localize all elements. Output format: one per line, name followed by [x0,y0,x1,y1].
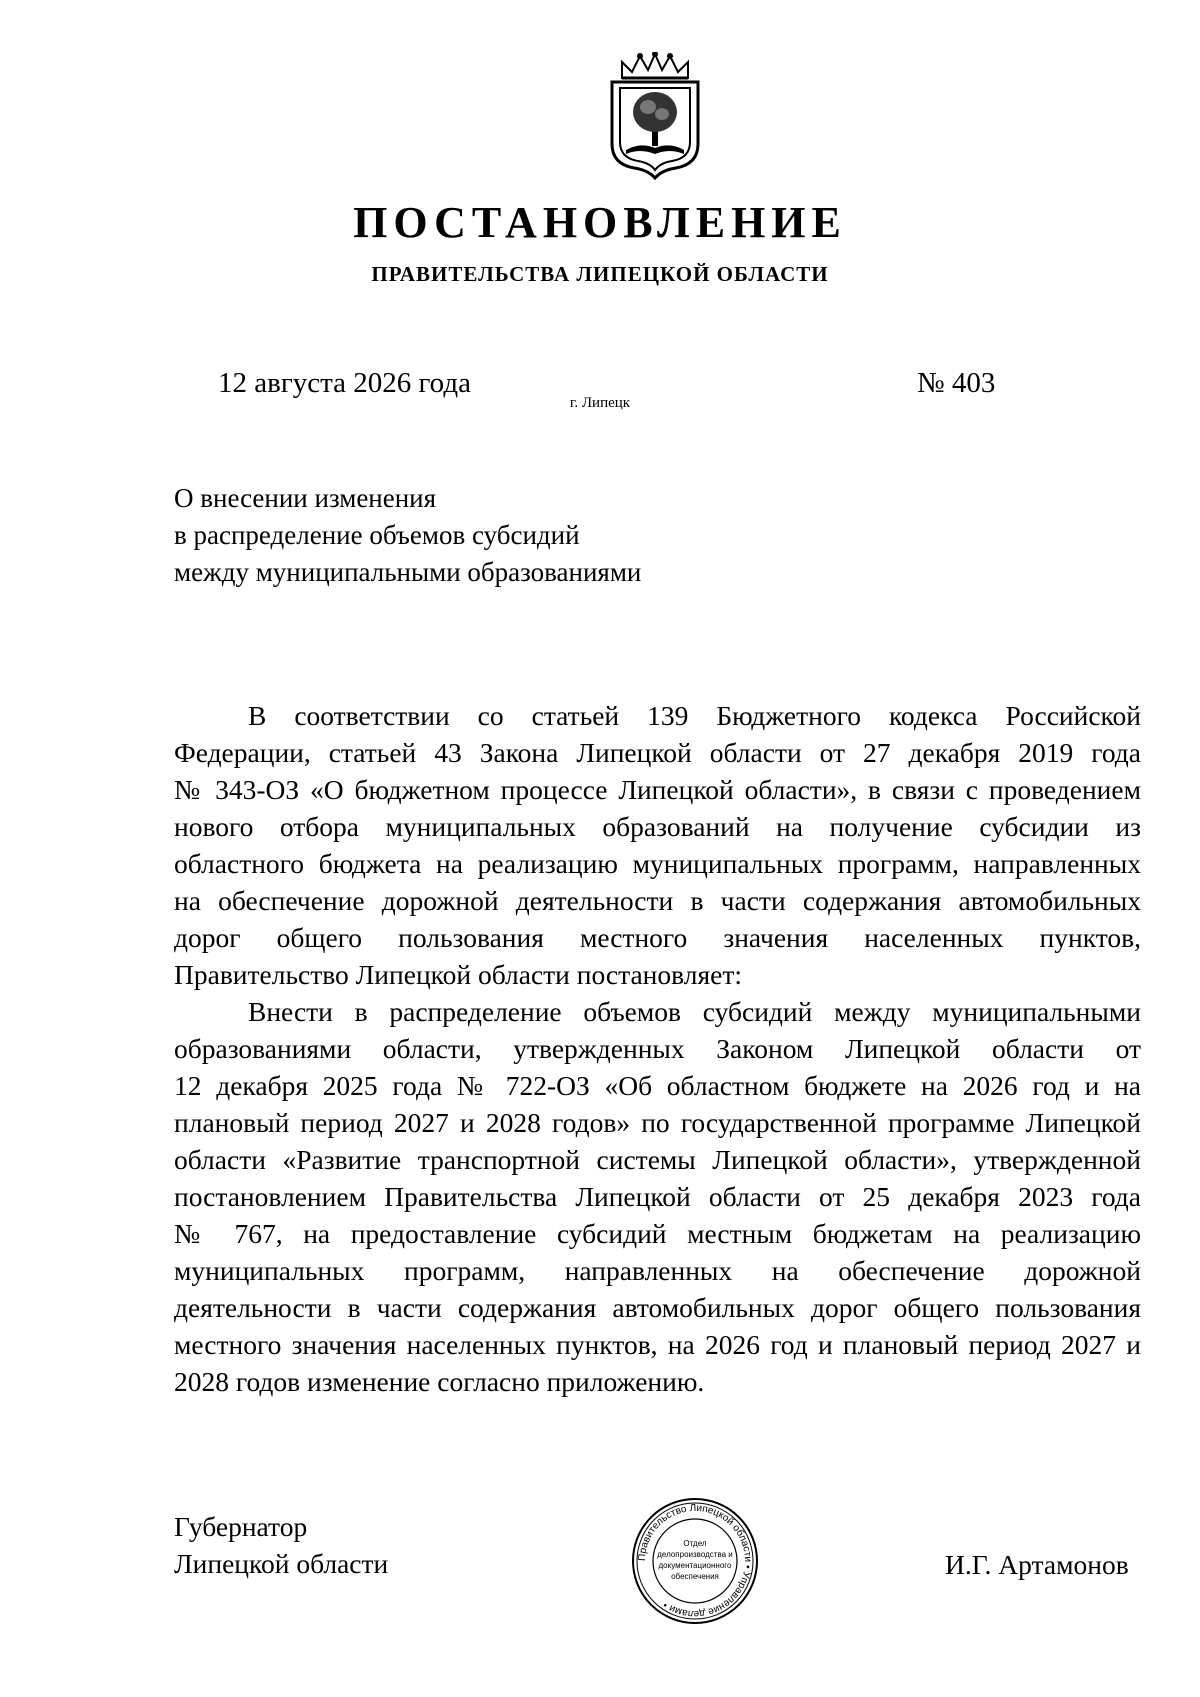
body-line: дорог общего пользования местного значения населенных пунктов, [174,922,1141,953]
subject-block [174,480,641,591]
body-text [174,697,1141,1400]
body-line: области «Развитие транспортной системы Липецкой области», утвержденной [174,1144,1141,1175]
body-line: В соответствии со статьей 139 Бюджетного кодекса Российской [248,700,1141,731]
body-line: деятельности в части содержания автомобильных дорог общего пользования [174,1292,1141,1323]
stamp-inner-line: Отдел [683,1539,707,1548]
body-line: постановлением Правительства Липецкой области от 25 декабря 2023 года [174,1181,1141,1212]
stamp-inner-line: обеспечения [671,1572,719,1581]
body-line: на обеспечение дорожной деятельности в части содержания автомобильных [174,885,1141,916]
body-line: областного бюджета на реализацию муниципальных программ, направленных [174,848,1141,879]
signatory-name: И.Г. Артамонов [945,1549,1129,1580]
body-line: № 767, на предоставление субсидий местным бюджетам на реализацию [174,1218,1141,1249]
body-line: местного значения населенных пунктов, на 2026 год и плановый период 2027 и [174,1329,1141,1360]
subject-line: в распределение объемов субсидий [174,520,580,550]
body-line: образованиями области, утвержденных Законом Липецкой области от [174,1033,1141,1064]
body-line: нового отбора муниципальных образований на получение субсидии из [174,811,1141,842]
stamp-inner-line: документационного [658,1561,732,1570]
signatory-title [174,1508,388,1582]
body-line: 2028 годов изменение согласно приложению. [174,1366,705,1397]
issuer-title: ПРАВИТЕЛЬСТВА ЛИПЕЦКОЙ ОБЛАСТИ [371,262,829,286]
subject-line: О внесении изменения [174,483,437,513]
stamp-outer-text: Правительство Липецкой области • Управление делами • [636,1502,754,1620]
body-line: 12 декабря 2025 года № 722-ОЗ «Об областном бюджете на 2026 год и на [174,1070,1141,1101]
signatory-title-line: Липецкой области [174,1548,389,1579]
signatory-title-line: Губернатор [174,1511,308,1542]
coat-of-arms-icon [600,52,710,180]
official-stamp-icon [630,1496,760,1626]
body-line: муниципальных программ, направленных на обеспечение дорожной [174,1255,1141,1286]
body-line: № 343-ОЗ «О бюджетном процессе Липецкой области», в связи с проведением [174,774,1141,805]
stamp-inner-line: делопроизводства и [657,1550,733,1559]
body-line: Правительство Липецкой области постановляет: [174,959,743,990]
document-date: 12 августа 2026 года [218,367,471,399]
subject-line: между муниципальными образованиями [174,557,642,587]
document-place: г. Липецк [569,395,631,411]
document-number: № 403 [917,367,996,399]
document-type-title: ПОСТАНОВЛЕНИЕ [353,198,847,247]
body-line: Федерации, статьей 43 Закона Липецкой области от 27 декабря 2019 года [174,737,1141,768]
body-line: плановый период 2027 и 2028 годов» по государственной программе Липецкой [174,1107,1141,1138]
body-line: Внести в распределение объемов субсидий между муниципальными [248,996,1141,1027]
